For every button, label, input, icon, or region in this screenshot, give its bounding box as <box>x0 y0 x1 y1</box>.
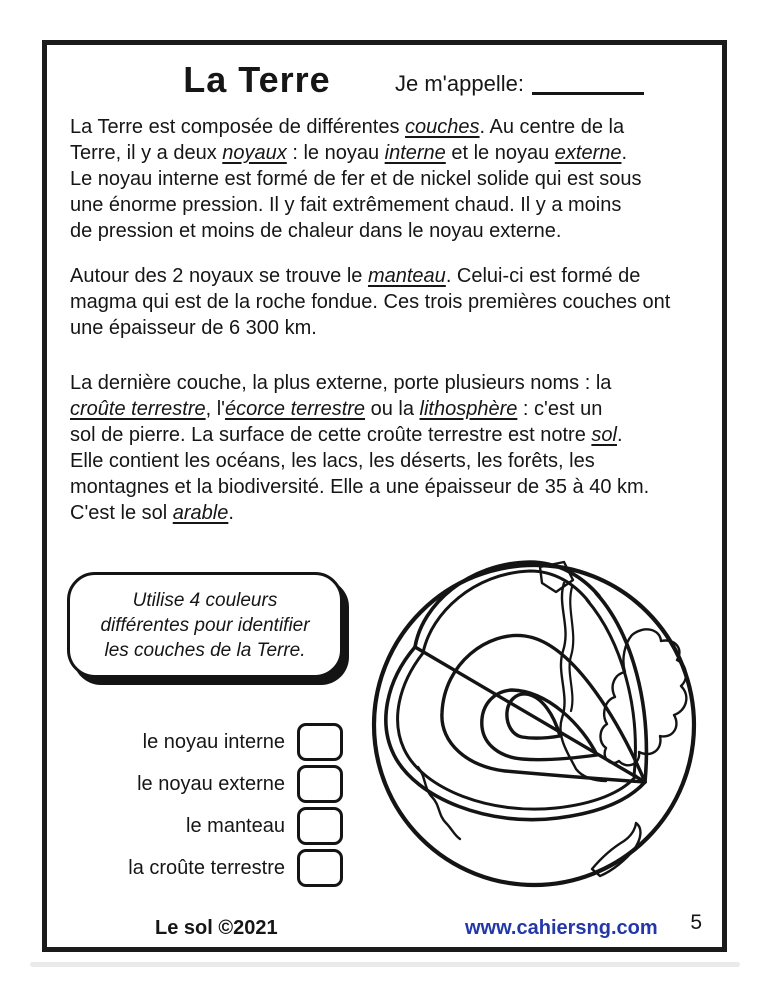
body-text <box>70 114 722 545</box>
color-box-mantle[interactable] <box>297 807 343 845</box>
paragraph-core: La Terre est composée de différentes couches. Au centre de la Terre, il y a deux noyaux : le noyau interne et le noyau externe. Le noyau interne est formé de fer et de nickel solide qui est sous une énorme pression. Il y fait extrêmement chaud. Il y a moins de pression et moins de chaleur dans le noyau externe. <box>70 116 642 242</box>
label-row-outer-core <box>77 763 343 805</box>
continent-coast-strip-icon <box>560 583 606 781</box>
label-row-crust <box>77 847 343 889</box>
color-box-inner-core[interactable] <box>297 723 343 761</box>
layer-label: le manteau <box>186 814 285 837</box>
paragraph-crust: La dernière couche, la plus externe, porte plusieurs noms : la croûte terrestre, l'écorce terrestre ou la lithosphère : c'est un sol de pierre. La surface de cette croûte terrestre est notre sol. Elle contient les océans, les lacs, les déserts, les forêts, les montagnes et la biodiversité. Elle a une épaisseur de 35 à 40 km. C'est le sol arable. <box>70 372 650 524</box>
earth-cutaway-illustration <box>360 543 718 911</box>
continent-coast-strip2-icon <box>570 587 574 711</box>
footer <box>47 911 722 943</box>
layer-label: la croûte terrestre <box>128 856 285 879</box>
paragraph-mantle: Autour des 2 noyaux se trouve le manteau. Celui-ci est formé de magma qui est de la roche fondue. Ces trois premières couches ont une épaisseur de 6 300 km. <box>70 265 671 339</box>
color-box-outer-core[interactable] <box>297 765 343 803</box>
label-row-mantle <box>77 805 343 847</box>
layer-label: le noyau externe <box>137 772 285 795</box>
instruction-text: Utilise 4 couleurs différentes pour identifier les couches de la Terre. <box>100 589 310 661</box>
continent-bottom-right-icon <box>592 823 640 876</box>
layer-labeling-exercise <box>77 721 343 889</box>
page-frame <box>42 40 727 952</box>
scan-shadow <box>30 962 740 967</box>
page-title: La Terre <box>183 59 331 100</box>
name-line <box>395 71 644 97</box>
instruction-bubble <box>67 572 343 678</box>
page-number: 5 <box>690 911 702 934</box>
name-label: Je m'appelle: <box>395 71 524 96</box>
color-box-crust[interactable] <box>297 849 343 887</box>
name-blank-field[interactable] <box>532 72 644 95</box>
layer-label: le noyau interne <box>142 730 285 753</box>
footer-website: www.cahiersng.com <box>465 917 658 939</box>
label-row-inner-core <box>77 721 343 763</box>
footer-source: Le sol ©2021 <box>155 917 278 939</box>
